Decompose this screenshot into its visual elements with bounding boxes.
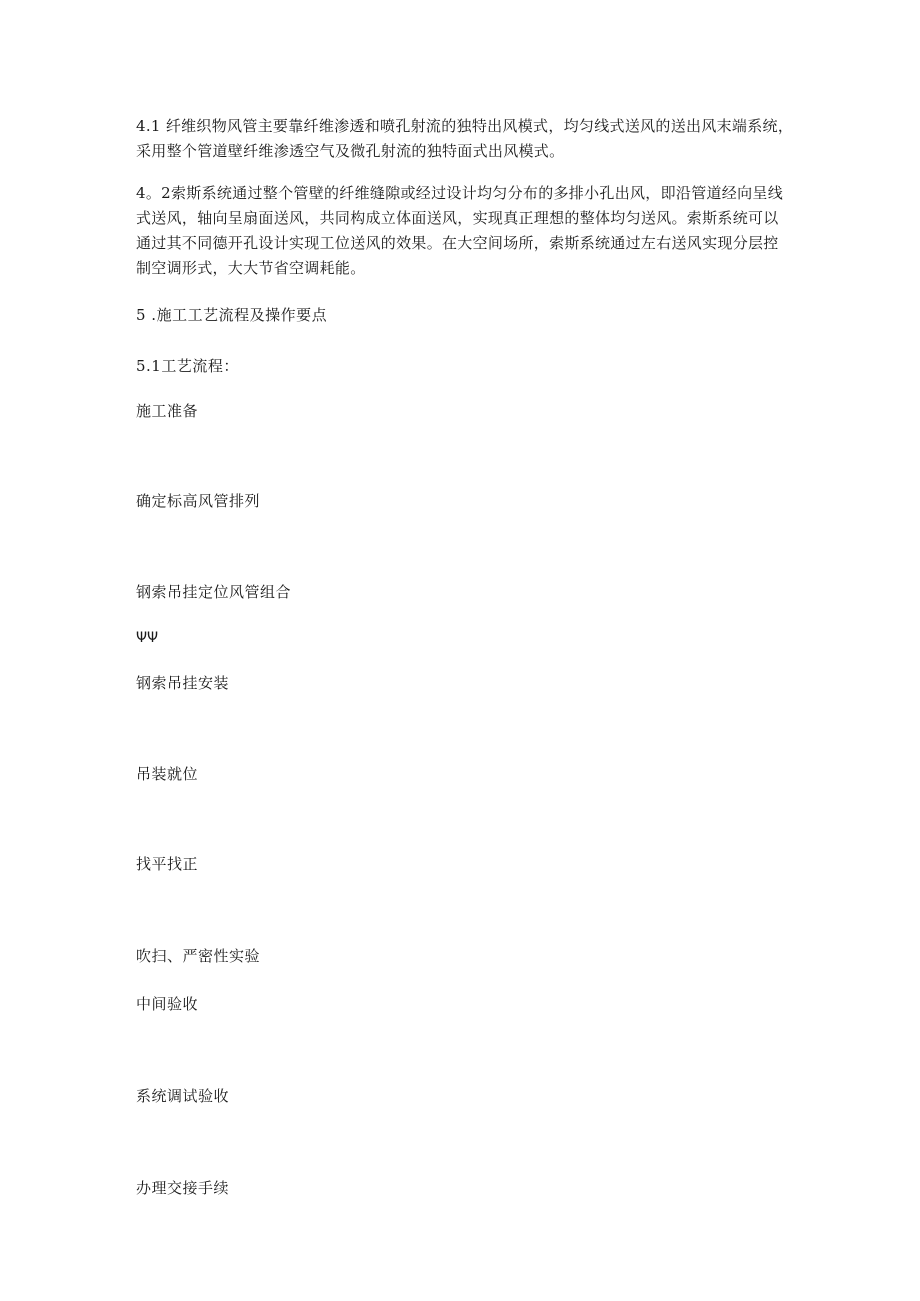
flow-step: 钢索吊挂定位风管组合 xyxy=(136,583,292,601)
paragraph-4-1 xyxy=(136,114,800,164)
flow-step: 办理交接手续 xyxy=(136,1179,230,1197)
section-heading-5-1: 5.1工艺流程： xyxy=(136,357,239,375)
paragraph-4-2 xyxy=(136,181,800,281)
paragraph-line: 通过其不同德开孔设计实现工位送风的效果。在大空间场所，索斯系统通过左右送风实现分层控 xyxy=(136,234,779,252)
flow-step: 找平找正 xyxy=(136,855,199,873)
paragraph-line: 式送风，轴向呈扇面送风，共同构成立体面送风，实现真正理想的整体均匀送风。索斯系统可以 xyxy=(136,209,779,227)
section-heading-5: 5 .施工工艺流程及操作要点 xyxy=(136,306,328,324)
paragraph-line: 4。2索斯系统通过整个管壁的纤维缝隙或经过设计均匀分布的多排小孔出风，即沿管道经向呈线 xyxy=(136,184,783,202)
paragraph-line: 制空调形式，大大节省空调耗能。 xyxy=(136,259,366,277)
paragraph-line: 采用整个管道壁纤维渗透空气及微孔射流的独特面式出风模式。 xyxy=(136,142,565,160)
flow-step: 钢索吊挂安装 xyxy=(136,674,230,692)
paragraph-line: 4.1 纤维织物风管主要靠纤维渗透和喷孔射流的独特出风模式，均匀线式送风的送出风末端系统， xyxy=(136,117,794,135)
flow-step: 中间验收 xyxy=(136,995,199,1013)
flow-step: 吹扫、严密性实验 xyxy=(136,947,261,965)
flow-step: 吊装就位 xyxy=(136,765,199,783)
flow-arrow-glyphs: ΨΨ xyxy=(136,630,159,646)
flow-step: 系统调试验收 xyxy=(136,1087,230,1105)
flow-step: 施工准备 xyxy=(136,402,199,420)
flow-step: 确定标高风管排列 xyxy=(136,492,261,510)
